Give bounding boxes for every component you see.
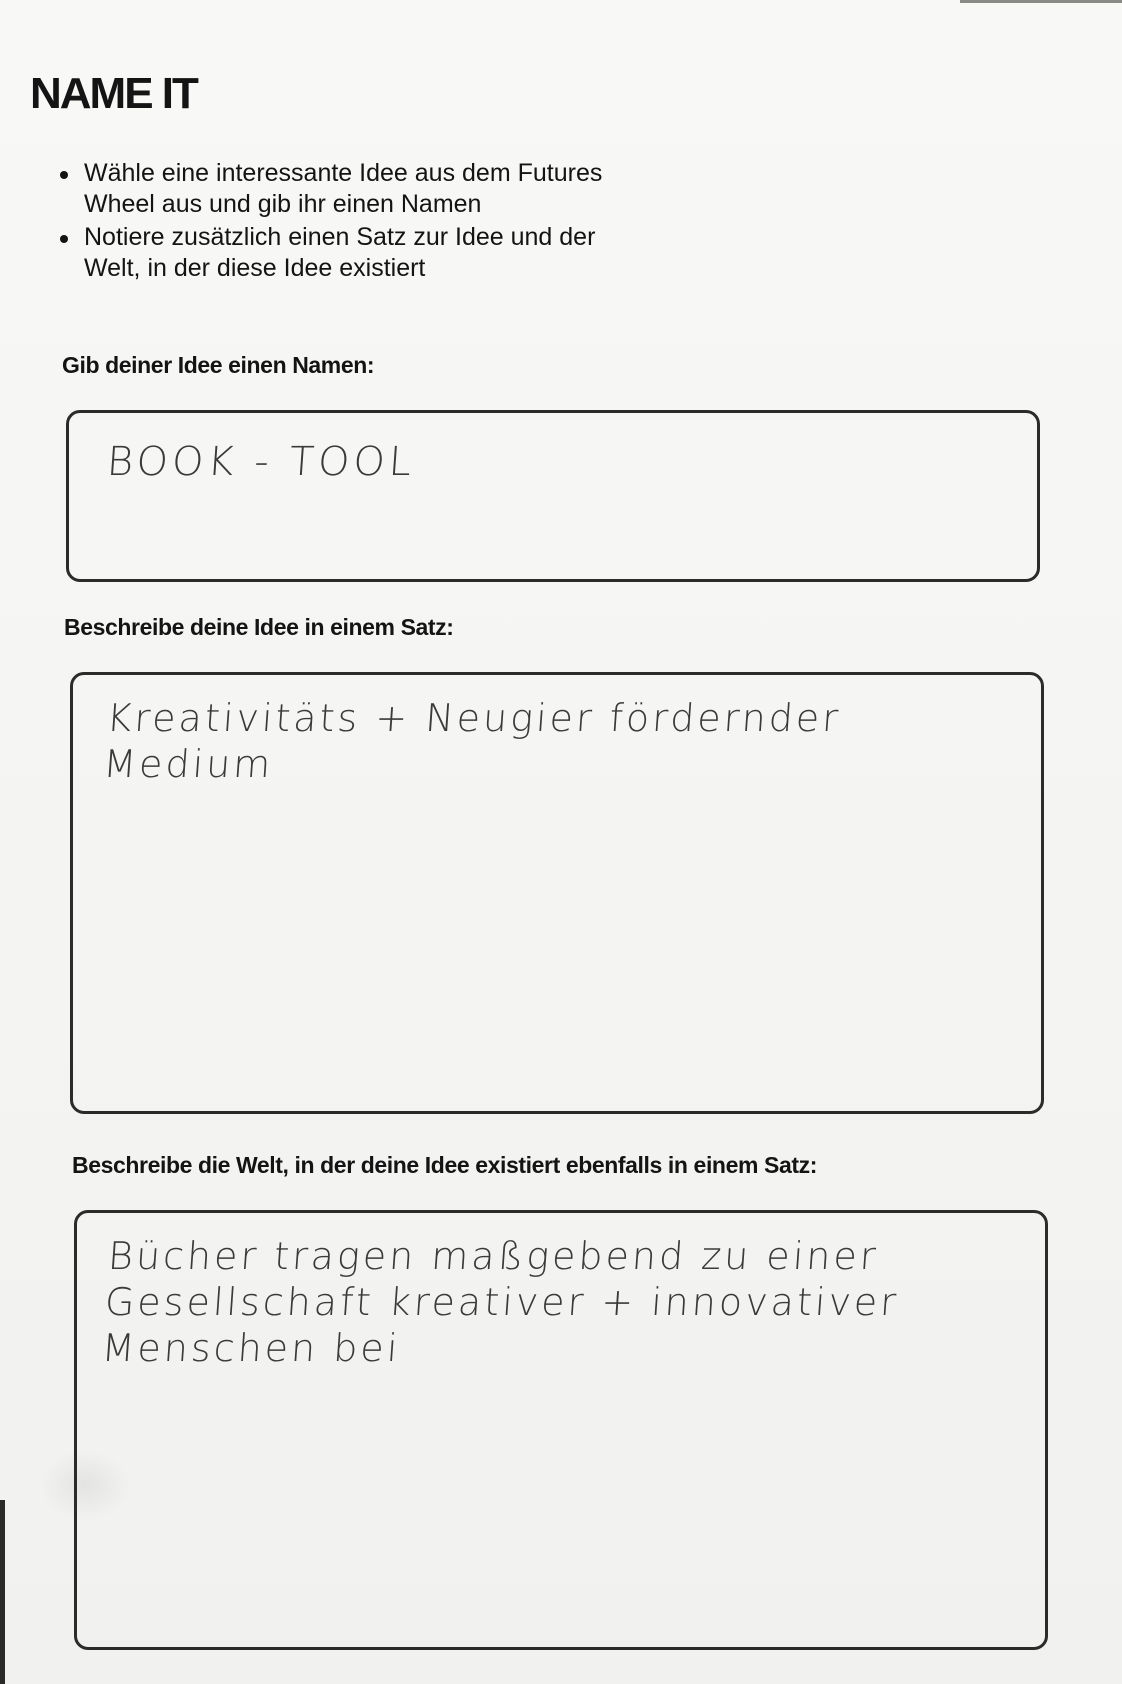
page-title: NAME IT — [30, 69, 197, 118]
idea-answer-box[interactable] — [70, 672, 1044, 1114]
page-edge-top — [960, 0, 1122, 3]
name-prompt: Gib deiner Idee einen Namen: — [62, 352, 375, 378]
instruction-item: Notiere zusätzlich einen Satz zur Idee und der Welt, in der diese Idee existiert — [58, 222, 618, 284]
name-answer-text: BOOK - TOOL — [105, 439, 417, 485]
world-prompt: Beschreibe die Welt, in der deine Idee existiert ebenfalls in einem Satz: — [72, 1152, 817, 1178]
instruction-list — [58, 158, 618, 286]
world-answer-box[interactable] — [74, 1210, 1048, 1650]
instruction-item: Wähle eine interessante Idee aus dem Futures Wheel aus und gib ihr einen Namen — [58, 158, 618, 220]
name-answer-box[interactable] — [66, 410, 1040, 582]
page-edge-left — [0, 1500, 5, 1684]
idea-prompt: Beschreibe deine Idee in einem Satz: — [64, 614, 454, 640]
idea-answer-text: Kreativitäts + Neugier fördernder Medium — [101, 696, 858, 786]
world-answer-text: Bücher tragen maßgebend zu einer Gesellschaft kreativer + innovativer Menschen bei — [100, 1234, 916, 1370]
